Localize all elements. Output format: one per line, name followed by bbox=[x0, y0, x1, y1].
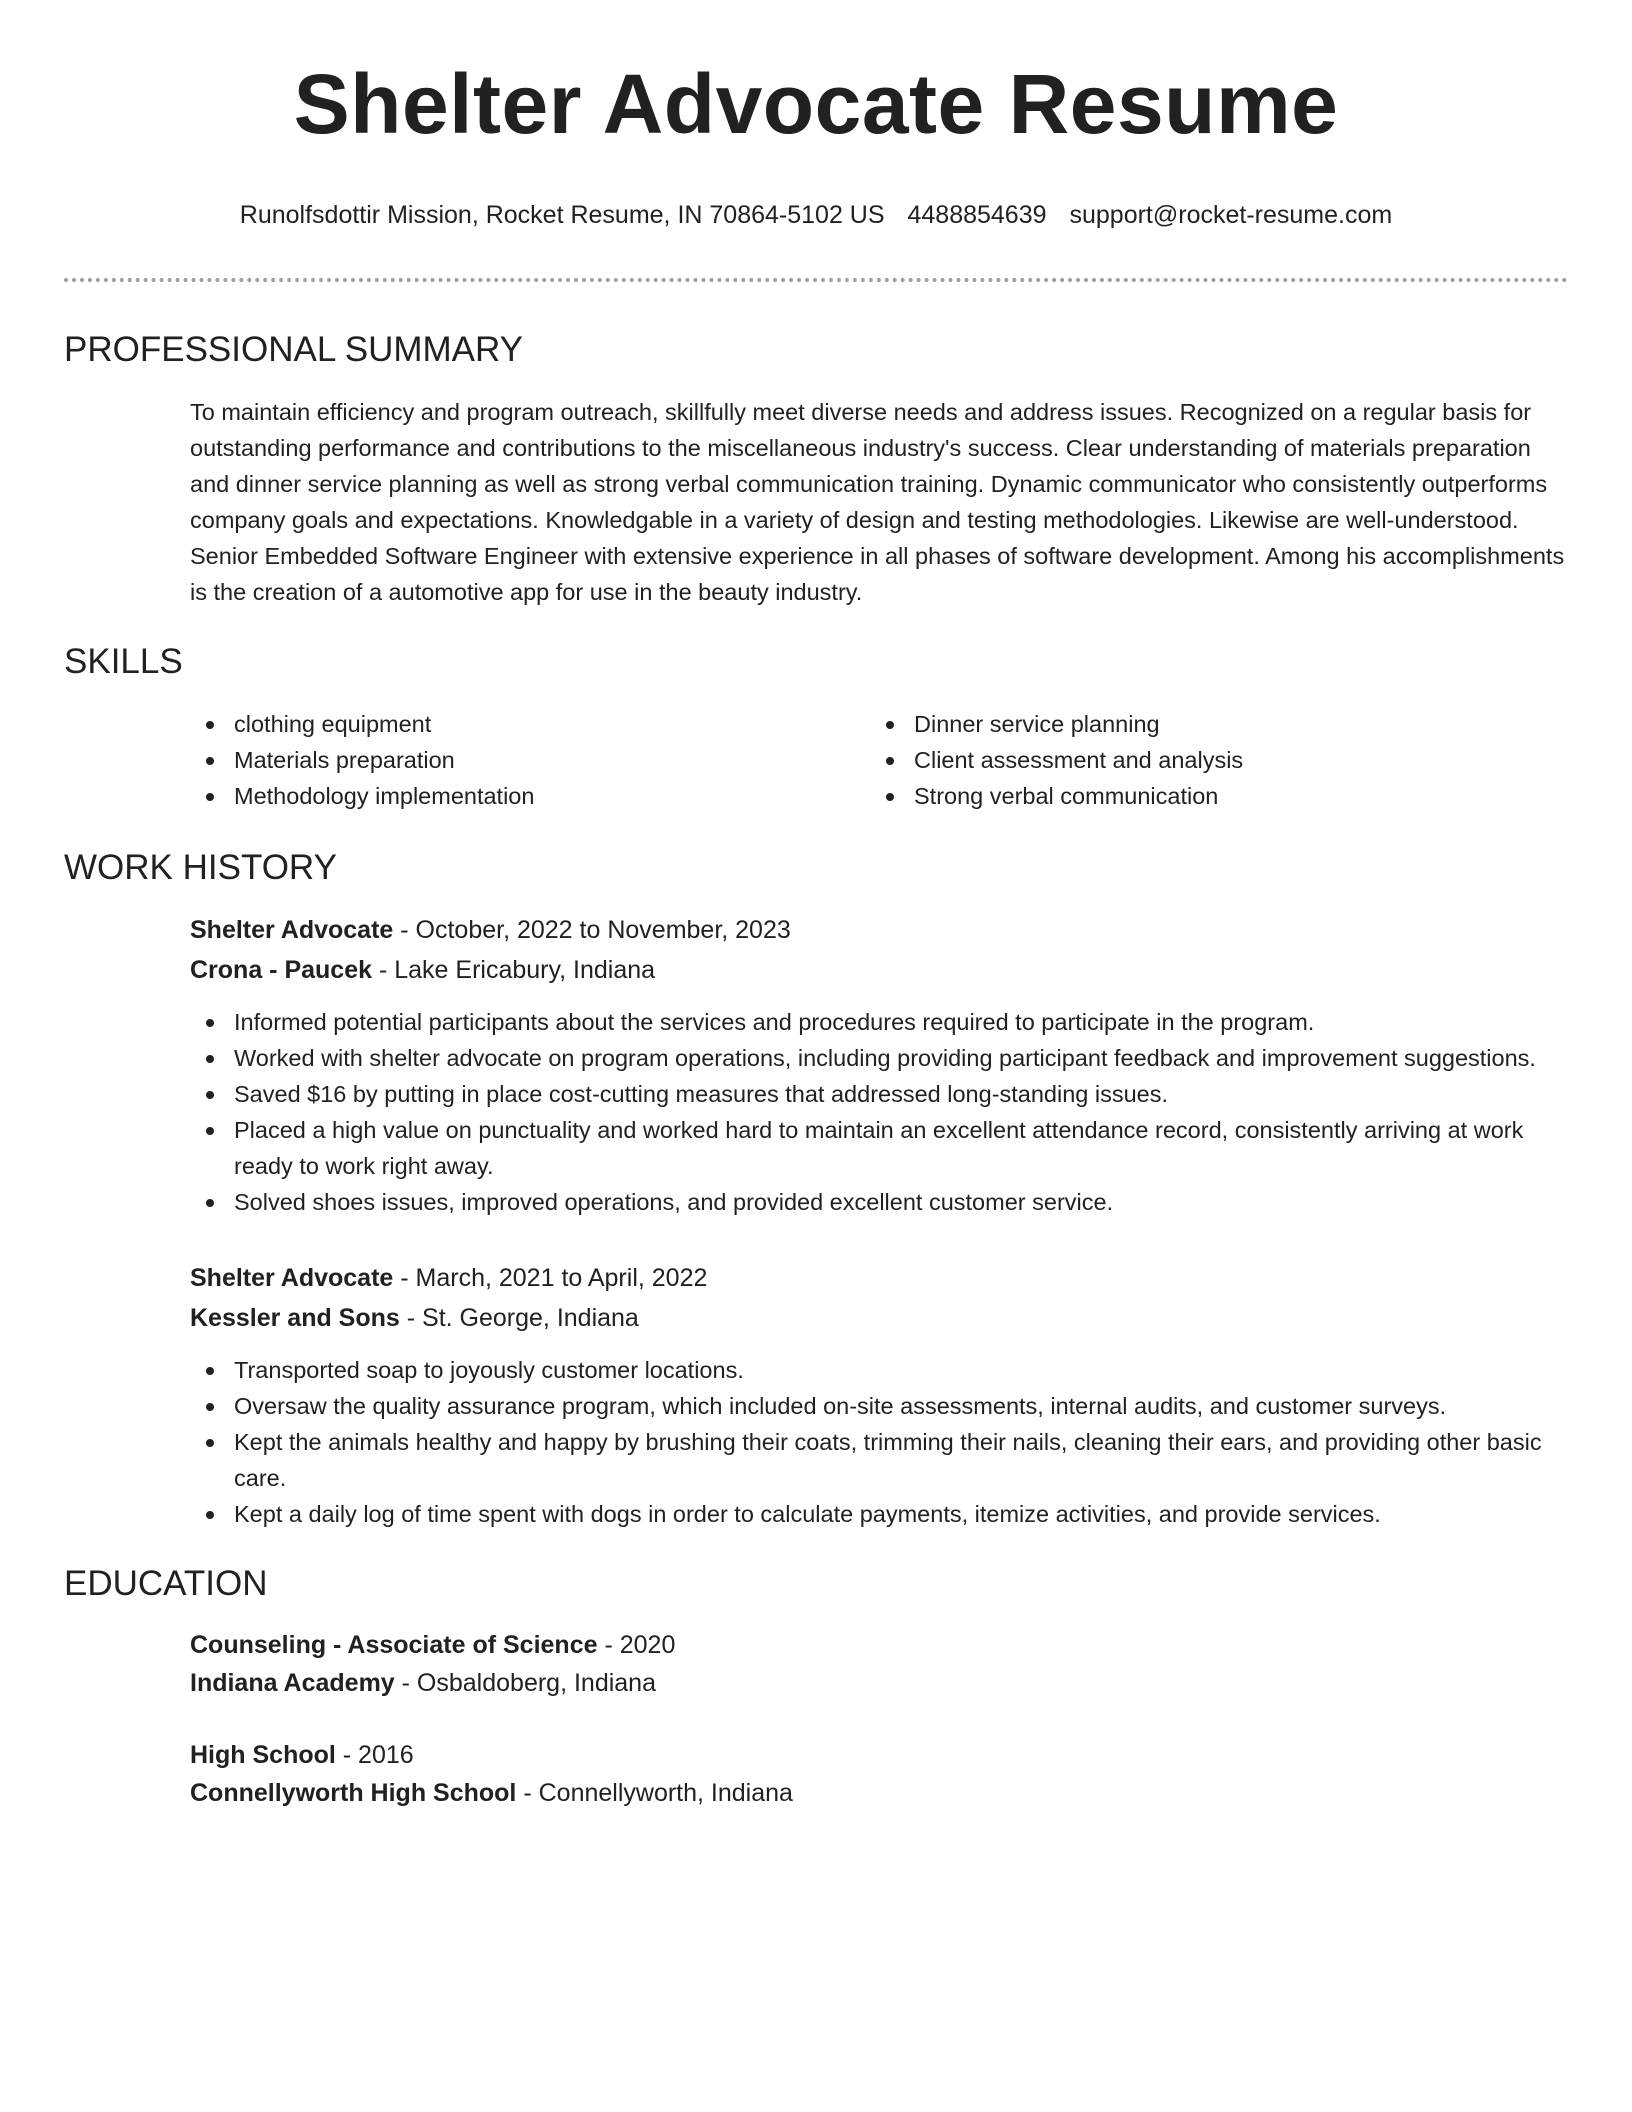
job-location: - Lake Ericabury, Indiana bbox=[372, 956, 656, 984]
job-role: Shelter Advocate bbox=[190, 916, 394, 944]
education-school-line bbox=[190, 1664, 1568, 1702]
summary-section bbox=[64, 330, 1568, 610]
job-role: Shelter Advocate bbox=[190, 1264, 394, 1292]
work-history-section bbox=[64, 848, 1568, 1532]
skill-item: Methodology implementation bbox=[190, 778, 870, 814]
resume-header bbox=[64, 0, 1568, 282]
job-company: Crona - Paucek bbox=[190, 956, 373, 984]
education-school: Indiana Academy bbox=[190, 1669, 395, 1697]
education-degree: Counseling - Associate of Science bbox=[190, 1631, 598, 1659]
job-bullet: Kept a daily log of time spent with dogs in order to calculate payments, itemize activities, and provide services. bbox=[190, 1496, 1568, 1532]
contact-phone: 4488854639 bbox=[907, 201, 1047, 229]
job-bullet: Worked with shelter advocate on program operations, including providing participant feedback and improvement suggestions. bbox=[190, 1040, 1568, 1076]
education-location: - Osbaldoberg, Indiana bbox=[394, 1669, 656, 1697]
skill-item: Strong verbal communication bbox=[870, 778, 1550, 814]
education-year: - 2020 bbox=[597, 1631, 676, 1659]
skill-item: Materials preparation bbox=[190, 742, 870, 778]
job-bullets bbox=[190, 1004, 1568, 1220]
skills-heading: SKILLS bbox=[64, 642, 183, 681]
job-bullet: Informed potential participants about the services and procedures required to participate in the program. bbox=[190, 1004, 1568, 1040]
job-title-line bbox=[190, 910, 1568, 950]
education-section bbox=[64, 1564, 1568, 1812]
education-entry bbox=[190, 1736, 1568, 1812]
skills-column-right bbox=[870, 706, 1550, 814]
skill-item: Client assessment and analysis bbox=[870, 742, 1550, 778]
job-company-line bbox=[190, 950, 1568, 990]
job-location: - St. George, Indiana bbox=[399, 1304, 639, 1332]
job-bullet: Kept the animals healthy and happy by brushing their coats, trimming their nails, cleaning their ears, and providing other basic care. bbox=[190, 1424, 1568, 1496]
skill-item: clothing equipment bbox=[190, 706, 870, 742]
education-degree-line bbox=[190, 1736, 1568, 1774]
contact-address: Runolfsdottir Mission, Rocket Resume, IN 70864-5102 US bbox=[239, 201, 885, 229]
contact-line bbox=[64, 198, 1568, 232]
education-heading: EDUCATION bbox=[64, 1564, 268, 1603]
summary-heading: PROFESSIONAL SUMMARY bbox=[64, 330, 523, 369]
education-list bbox=[190, 1626, 1568, 1812]
job-entry bbox=[190, 910, 1568, 1220]
job-bullet: Transported soap to joyously customer locations. bbox=[190, 1352, 1568, 1388]
education-school-line bbox=[190, 1774, 1568, 1812]
education-location: - Connellyworth, Indiana bbox=[516, 1779, 793, 1807]
header-divider bbox=[64, 278, 1568, 282]
education-degree: High School bbox=[190, 1741, 336, 1769]
job-entry bbox=[190, 1258, 1568, 1532]
job-bullets bbox=[190, 1352, 1568, 1532]
education-entry bbox=[190, 1626, 1568, 1702]
skills-section bbox=[64, 642, 1568, 814]
summary-text: To maintain efficiency and program outreach, skillfully meet diverse needs and address issues. Recognized on a regular basis for outstanding performance and contributions to the miscellaneous industry's success. Clear understanding of materials preparation and dinner service planning as well as strong verbal communication training. Dynamic communicator who consistently outperforms company goals and expectations. Knowledgable in a variety of design and testing methodologies. Likewise are well-understood. Senior Embedded Software Engineer with extensive experience in all phases of software development. Among his accomplishments is the creation of a automotive app for use in the beauty industry. bbox=[190, 399, 1565, 605]
education-school: Connellyworth High School bbox=[190, 1779, 517, 1807]
job-dates: - October, 2022 to November, 2023 bbox=[393, 916, 791, 944]
contact-email: support@rocket-resume.com bbox=[1069, 201, 1393, 229]
skill-item: Dinner service planning bbox=[870, 706, 1550, 742]
job-bullet: Placed a high value on punctuality and worked hard to maintain an excellent attendance record, consistently arriving at work ready to work right away. bbox=[190, 1112, 1568, 1184]
job-bullet: Saved $16 by putting in place cost-cutting measures that addressed long-standing issues. bbox=[190, 1076, 1568, 1112]
education-year: - 2016 bbox=[335, 1741, 414, 1769]
job-bullet: Oversaw the quality assurance program, which included on-site assessments, internal audits, and customer surveys. bbox=[190, 1388, 1568, 1424]
skills-column-left bbox=[190, 706, 870, 814]
job-bullet: Solved shoes issues, improved operations, and provided excellent customer service. bbox=[190, 1184, 1568, 1220]
job-dates: - March, 2021 to April, 2022 bbox=[393, 1264, 708, 1292]
work-history-heading: WORK HISTORY bbox=[64, 848, 337, 887]
work-history-list bbox=[190, 910, 1568, 1532]
job-title-line bbox=[190, 1258, 1568, 1298]
skills-grid bbox=[190, 706, 1568, 814]
resume-title: Shelter Advocate Resume bbox=[293, 57, 1339, 151]
education-degree-line bbox=[190, 1626, 1568, 1664]
job-company: Kessler and Sons bbox=[190, 1304, 400, 1332]
job-company-line bbox=[190, 1298, 1568, 1338]
